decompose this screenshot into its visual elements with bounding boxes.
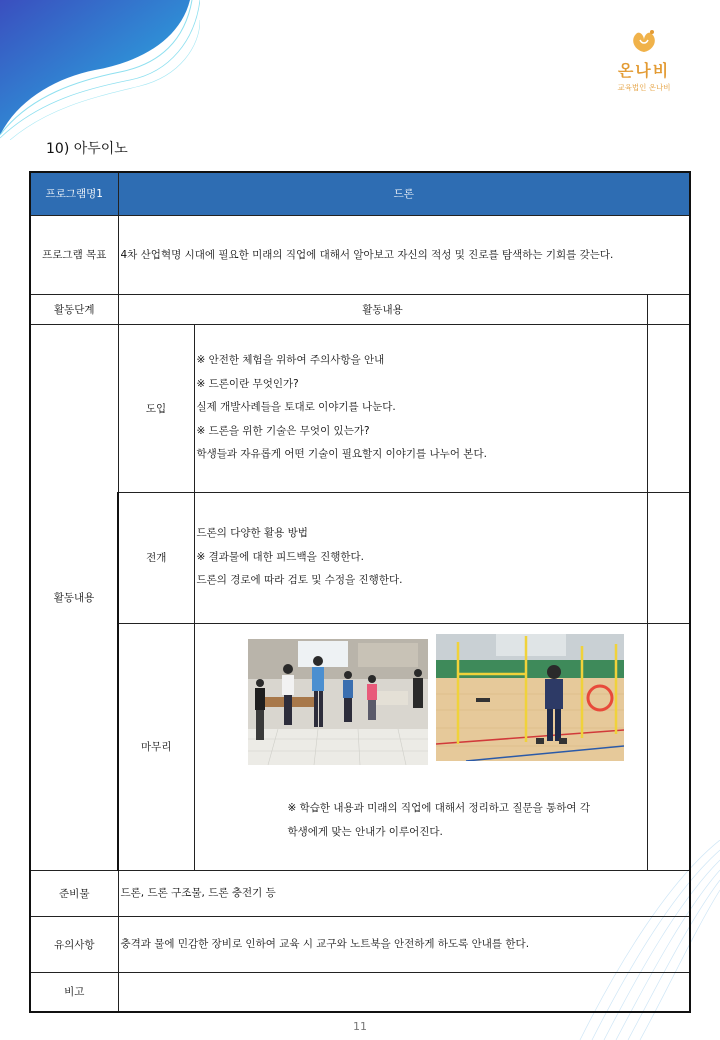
stage-label-cell: 활동단계 (30, 294, 118, 324)
logo-subtitle: 교육법인 온나비 (617, 83, 671, 92)
content-label-cell: 활동내용 (118, 294, 647, 324)
classroom-drone-photo (248, 639, 428, 765)
intro-label-cell: 도입 (118, 324, 194, 492)
intro-line: ※ 드론이란 무엇인가? (196, 377, 299, 390)
wrapup-line: ※ 학습한 내용과 미래의 직업에 대해서 정리하고 질문을 통하여 각 (287, 801, 591, 814)
intro-line: 학생들과 자유롭게 어떤 기술이 필요할지 이야기를 나누어 본다. (196, 448, 487, 461)
wrapup-content-cell (194, 623, 647, 870)
note-text-cell (118, 972, 690, 1012)
caution-text-cell: 충격과 물에 민감한 장비로 인하여 교육 시 교구와 노트북을 안전하게 하도록 안내를 한다. (118, 916, 690, 972)
intro-line: 실제 개발사례들을 토대로 이야기를 나눈다. (196, 401, 396, 414)
caution-label-cell: 유의사항 (30, 916, 118, 972)
develop-line: 드론의 경로에 따라 검토 및 수정을 진행한다. (196, 574, 403, 587)
empty-header-cell (647, 294, 690, 324)
note-label-cell: 비고 (30, 972, 118, 1012)
develop-line: ※ 결과물에 대한 피드백을 진행한다. (196, 550, 364, 563)
brand-logo (606, 26, 682, 93)
intro-line: ※ 안전한 체험을 위하여 주의사항을 안내 (196, 354, 385, 367)
develop-line: 드론의 다양한 활용 방법 (196, 527, 308, 540)
wrapup-line: 학생에게 맞는 안내가 이루어진다. (287, 825, 443, 838)
goal-label-cell: 프로그램 목표 (30, 215, 118, 294)
develop-label-cell: 전개 (118, 492, 194, 623)
intro-line: ※ 드론을 위한 기술은 무엇이 있는가? (196, 424, 370, 437)
section-title: 10) 아두이노 (46, 141, 128, 157)
goal-text-cell: 4차 산업혁명 시대에 필요한 미래의 직업에 대해서 알아보고 자신의 적성 및 진로를 탐색하는 기회를 갖는다. (118, 215, 690, 294)
program-table (29, 171, 691, 1013)
program-name-cell: 드론 (118, 172, 690, 215)
butterfly-logo-icon (624, 26, 664, 56)
develop-content-cell (194, 492, 647, 623)
materials-text-cell: 드론, 드론 구조물, 드론 충전기 등 (118, 870, 690, 916)
materials-label-cell: 준비물 (30, 870, 118, 916)
corner-wave-decoration (0, 0, 200, 140)
page-number: 11 (353, 1020, 367, 1033)
logo-brand-text: 온나비 (617, 61, 671, 80)
program-label-cell: 프로그램명1 (30, 172, 118, 215)
develop-empty-cell (647, 492, 690, 623)
intro-content-cell (194, 324, 647, 492)
wrapup-label-cell: 마무리 (118, 623, 194, 870)
gym-drone-photo (436, 634, 624, 761)
wrapup-empty-cell (647, 623, 690, 870)
activity-label-cell: 활동내용 (30, 324, 118, 870)
intro-empty-cell (647, 324, 690, 492)
